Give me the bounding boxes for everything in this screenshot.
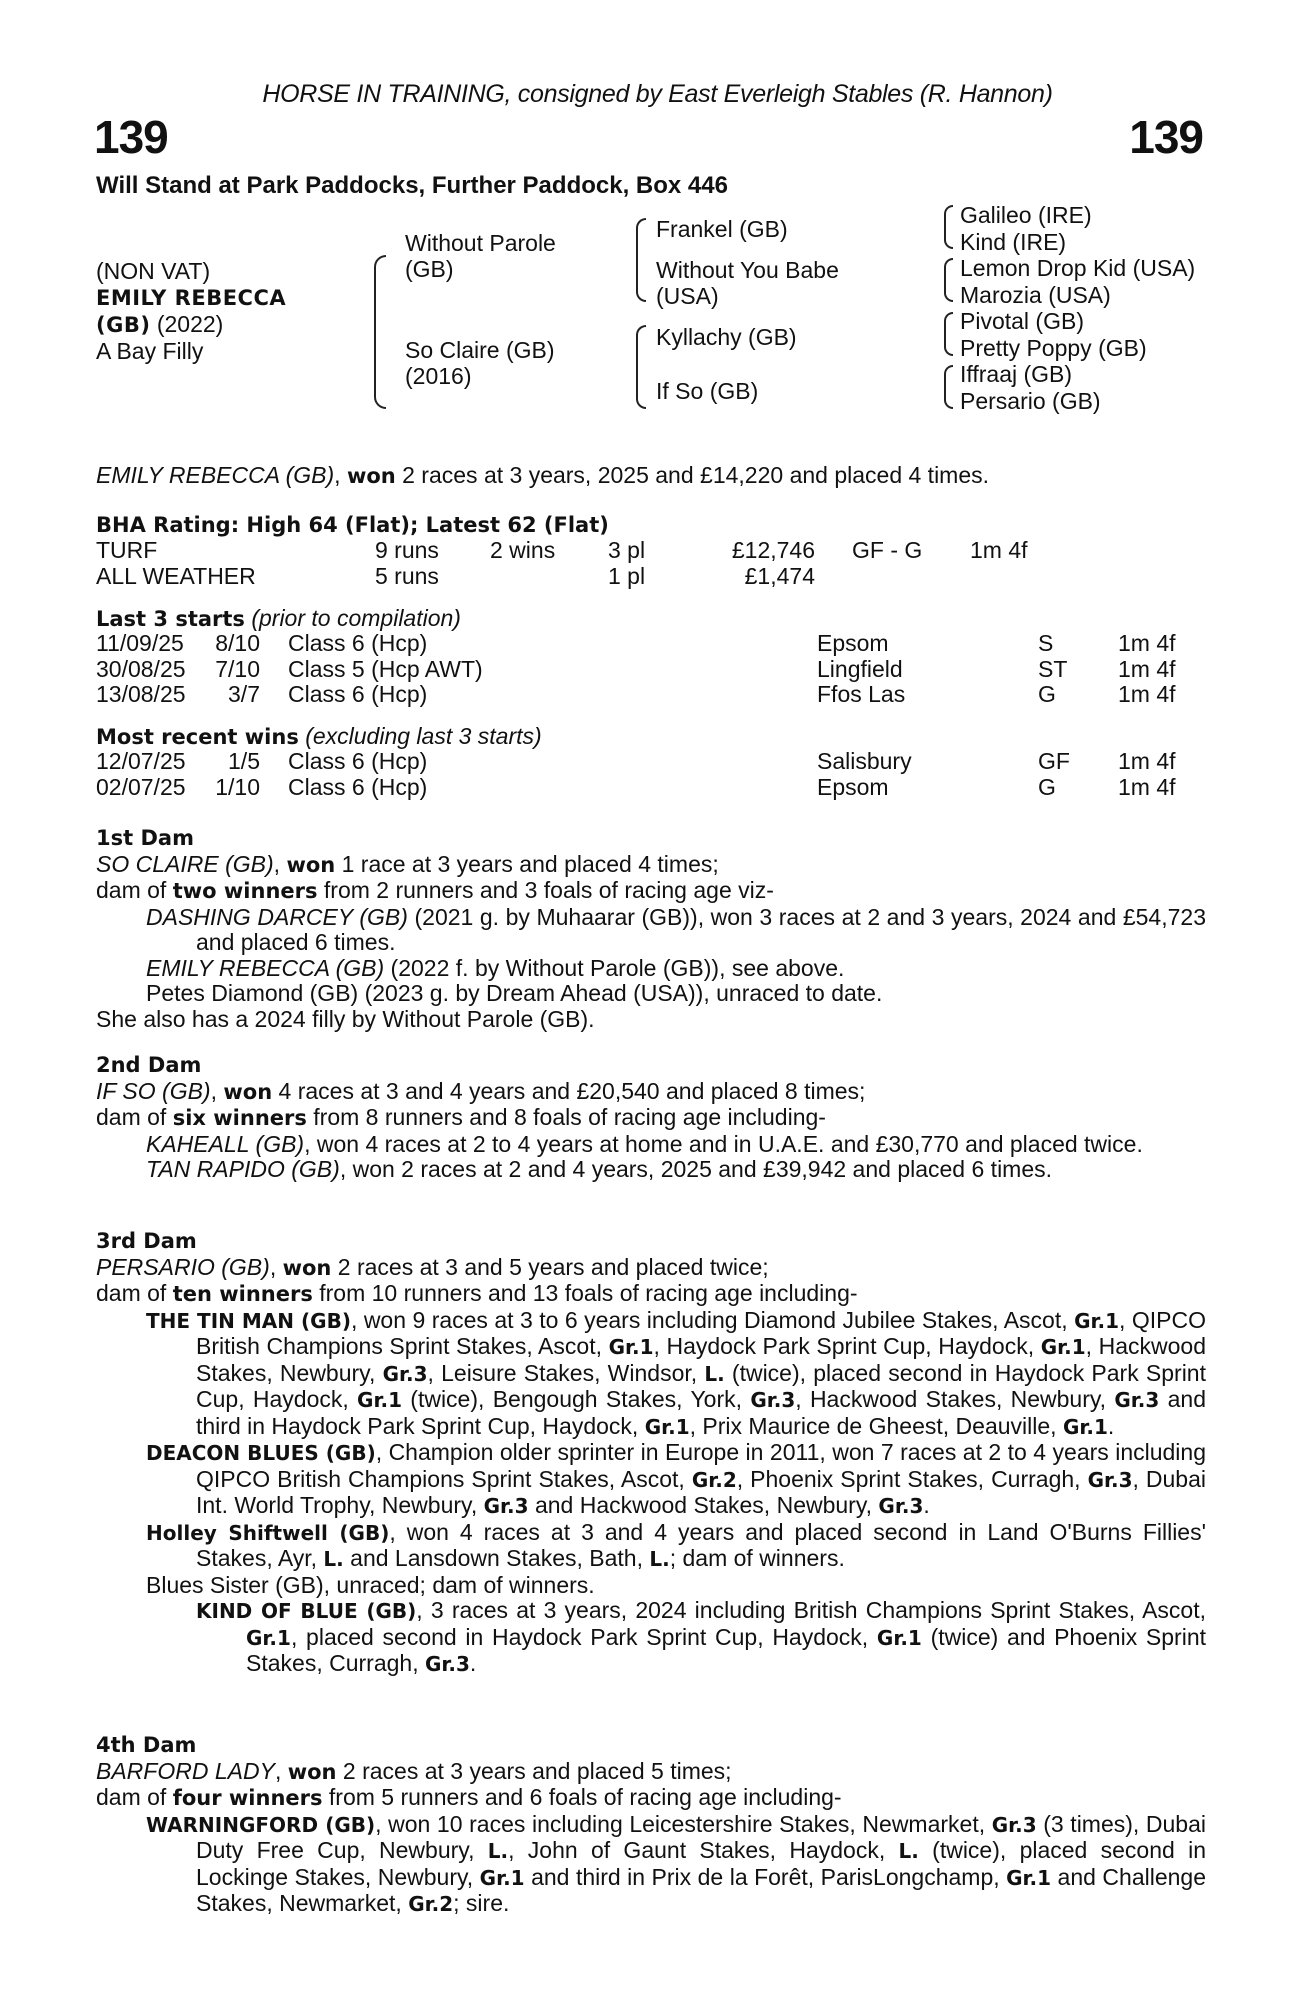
- pedigree-dam: [405, 337, 555, 389]
- text-span: Gr.1: [1040, 1335, 1086, 1359]
- pedigree-bracket-g3-3: [944, 312, 953, 356]
- text-span: (excluding last 3 starts): [305, 723, 542, 749]
- text-span: ; dam of winners.: [669, 1545, 845, 1571]
- text-span: (2022 f. by Without Parole (GB)), see above.: [384, 954, 845, 981]
- text-span: 1/10: [215, 774, 260, 800]
- text-span: Class 6 (Hcp): [288, 774, 428, 800]
- horse-year: (2022): [156, 311, 224, 337]
- text-span: £1,474: [744, 563, 815, 589]
- stand-location: Will Stand at Park Paddocks, Further Paddock, Box 446: [96, 172, 728, 199]
- text-span: from 10 runners and 13 foals of racing age including-: [312, 1280, 858, 1306]
- text-span: Gr.3: [991, 1812, 1037, 1837]
- text-span: 1m 4f: [970, 537, 1028, 563]
- text-span: from 2 runners and 3 foals of racing age viz-: [317, 877, 774, 903]
- text-span: Gr.2: [408, 1892, 454, 1916]
- last-starts-title: [96, 605, 461, 632]
- text-span: £12,746: [731, 537, 815, 563]
- text-span: Gr.3: [1114, 1388, 1160, 1412]
- text-span: THE TIN MAN (GB): [146, 1308, 351, 1333]
- text-span: 1m 4f: [1118, 748, 1176, 774]
- text-span: , won 4 races at 2 to 4 years at home and in U.A.E. and £30,770 and placed twice.: [304, 1130, 1143, 1157]
- offspring-entry: [146, 1157, 1206, 1183]
- pedigree-gen3-item: Pretty Poppy (GB): [960, 334, 1147, 361]
- text-span: DEACON BLUES (GB): [146, 1441, 376, 1465]
- text-span: won: [346, 464, 396, 488]
- text-span: 30/08/25: [96, 656, 186, 682]
- vat-status: (NON VAT): [96, 258, 211, 284]
- text-span: Epsom: [817, 630, 889, 656]
- pedigree-bracket-gen1: [374, 255, 386, 409]
- text-span: 3/7: [228, 681, 260, 707]
- pedigree-sire-sire: Frankel (GB): [656, 216, 788, 242]
- text-span: Gr.3: [878, 1494, 924, 1518]
- text-span: , Leisure Stakes, Windsor,: [427, 1359, 705, 1386]
- first-dam-section: 1st Dam SO CLAIRE (GB), won 1 race at 3 years and placed 4 times; dam of two winners from 2 runners and 3 foals of racing age viz- DASHING DARCEY (GB) (2021 g. by Muhaarar (GB)), won 3 races at 2 and 3 years, 2024 and £54,723 and placed 6 times. EMILY REBECCA (GB) (2022 f. by Without Parole (GB)), see above. Petes Diamond (GB) (2023 g. by Dream Ahead (USA)), unraced to date. She also has a 2024 filly by Without Parole (GB).: [96, 826, 1206, 1032]
- horse-identity: [96, 258, 286, 364]
- text-span: Epsom: [817, 774, 889, 800]
- text-span: and third in Haydock Park Sprint Cup, Haydock,: [196, 1386, 1206, 1439]
- text-span: 7/10: [215, 656, 260, 682]
- text-span: .: [923, 1492, 930, 1518]
- offspring-entry-blues-sister: Blues Sister (GB), unraced; dam of winners.: [146, 1571, 595, 1598]
- text-span: Gr.3: [483, 1494, 529, 1518]
- pedigree-bracket-g3-1: [944, 205, 953, 249]
- race-summary: EMILY REBECCA (GB), won 2 races at 3 years, 2025 and £14,220 and placed 4 times.: [96, 462, 990, 488]
- pedigree-gen3-item: Kind (IRE): [960, 228, 1067, 255]
- text-span: , won 4 races at 3 and 4 years and placed second in Land O'Burns Fillies' Stakes, Ayr,: [196, 1518, 1206, 1571]
- pedigree-gen3-item: Iffraaj (GB): [960, 361, 1073, 387]
- text-span: Class 6 (Hcp): [288, 630, 428, 656]
- text-span: Gr.3: [424, 1652, 470, 1676]
- text-span: (twice) and Phoenix Sprint Stakes, Curragh,: [246, 1623, 1206, 1676]
- text-span: (GB): [405, 256, 454, 282]
- text-span: S: [1038, 630, 1054, 656]
- text-span: won: [287, 1759, 337, 1784]
- text-span: , Phoenix Sprint Stakes, Curragh,: [736, 1465, 1088, 1492]
- text-span: L.: [649, 1547, 670, 1571]
- text-span: (prior to compilation): [251, 605, 461, 631]
- lot-number-left: 139: [94, 111, 168, 163]
- section-title: 4th Dam: [96, 1733, 197, 1757]
- text-span: G: [1038, 681, 1056, 707]
- text-span: (twice), placed second in Haydock Park Sprint Cup, Haydock,: [196, 1359, 1206, 1412]
- text-span: Without Parole: [405, 230, 556, 256]
- text-span: , Hackwood Stakes, Newbury,: [196, 1333, 1206, 1386]
- fourth-dam-section: 4th Dam BARFORD LADY, won 2 races at 3 years and placed 5 times; dam of four winners from 5 runners and 6 foals of racing age including- WARNINGFORD (GB), won 10 races including Leicestershire Stakes, Newmarket, Gr.3 (3 times), Dubai Duty Free Cup, Newbury, L., John of Gaunt Stakes, Haydock, L. (twice), placed second in Lockinge Stakes, Newbury, Gr.1 and third in Prix de la Forêt, ParisLongchamp, Gr.1 and Challenge Stakes, Newmarket, Gr.2; sire.: [96, 1733, 1206, 1916]
- text-span: 1m 4f: [1118, 774, 1176, 800]
- text-span: two winners: [172, 879, 318, 903]
- pedigree-bracket-sire: [636, 218, 646, 302]
- text-span: GF - G: [852, 537, 923, 563]
- text-span: , Dubai Int. World Trophy, Newbury,: [196, 1465, 1207, 1518]
- text-span: dam of: [96, 877, 173, 903]
- text-span: , Hackwood Stakes, Newbury,: [795, 1386, 1115, 1412]
- pedigree-gen3-item: Pivotal (GB): [960, 308, 1084, 334]
- text-span: 2 races at 3 years, 2025 and £14,220 and placed 4 times.: [395, 462, 990, 488]
- text-span: Class 6 (Hcp): [288, 681, 428, 707]
- text-span: Gr.1: [1062, 1414, 1108, 1439]
- text-span: , QIPCO British Champions Sprint Stakes, Ascot,: [196, 1306, 1206, 1359]
- text-span: Most recent wins: [96, 725, 299, 749]
- text-span: Salisbury: [817, 748, 912, 774]
- text-span: Gr.1: [876, 1625, 922, 1650]
- text-span: Petes Diamond (GB) (2023 g. by Dream Ahead (USA)), unraced to date.: [146, 980, 883, 1006]
- text-span: 2 races at 3 and 5 years and placed twice;: [331, 1253, 769, 1280]
- section-title: 3rd Dam: [96, 1229, 197, 1253]
- offspring-entry-warningford: [146, 1812, 1206, 1918]
- bha-rating-title: BHA Rating: High 64 (Flat); Latest 62 (Flat): [96, 513, 609, 537]
- text-span: Ffos Las: [817, 681, 906, 707]
- text-span: (3 times), Dubai Duty Free Cup, Newbury,: [196, 1810, 1206, 1863]
- text-span: So Claire (GB): [405, 337, 555, 363]
- text-span: , Champion older sprinter in Europe in 2011, won 7 races at 2 to 4 years including QIPCO British Champions Sprint Stakes, Ascot,: [196, 1439, 1207, 1492]
- horse-country: (GB): [96, 313, 151, 337]
- text-span: TAN RAPIDO (GB): [146, 1156, 340, 1182]
- text-span: , won 10 races including Leicestershire Stakes, Newmarket,: [375, 1810, 992, 1837]
- text-span: ; sire.: [453, 1890, 510, 1916]
- text-span: and Lansdown Stakes, Bath,: [343, 1545, 650, 1571]
- text-span: KAHEALL (GB): [146, 1130, 305, 1157]
- text-span: Holley Shiftwell (GB): [146, 1520, 390, 1545]
- text-span: 1/5: [228, 748, 260, 774]
- text-span: 1m 4f: [1118, 656, 1176, 682]
- text-span: , won 9 races at 3 to 6 years including Diamond Jubilee Stakes, Ascot,: [350, 1306, 1075, 1333]
- text-span: (2016): [405, 363, 472, 389]
- pedigree-gen3-item: Marozia (USA): [960, 281, 1111, 308]
- text-span: 4 races at 3 and 4 years and £20,540 and placed 8 times;: [272, 1077, 866, 1104]
- text-span: , 3 races at 3 years, 2024 including British Champions Sprint Stakes, Ascot,: [416, 1597, 1206, 1623]
- text-span: 12/07/25: [96, 748, 186, 774]
- text-span: ALL WEATHER: [96, 563, 256, 589]
- text-span: 1m 4f: [1118, 681, 1176, 707]
- text-span: L.: [487, 1839, 509, 1863]
- second-dam-section: 2nd Dam IF SO (GB), won 4 races at 3 and 4 years and £20,540 and placed 8 times; dam of six winners from 8 runners and 8 foals of racing age including- KAHEALL (GB), won 4 races at 2 to 4 years at home and in U.A.E. and £30,770 and placed twice. TAN RAPIDO (GB), won 2 races at 2 and 4 years, 2025 and £39,942 and placed 6 times.: [96, 1053, 1206, 1183]
- text-span: and Challenge Stakes, Newmarket,: [196, 1863, 1206, 1916]
- text-span: (USA): [656, 283, 719, 309]
- text-span: PERSARIO (GB): [96, 1253, 270, 1280]
- text-span: , placed second in Haydock Park Sprint Cup, Haydock,: [290, 1623, 877, 1650]
- pedigree-sire: [405, 230, 556, 282]
- text-span: from 8 runners and 8 foals of racing age including-: [306, 1104, 826, 1130]
- text-span: Gr.3: [382, 1361, 428, 1386]
- consignor-line: HORSE IN TRAINING, consigned by East Everleigh Stables (R. Hannon): [262, 80, 1053, 108]
- text-span: Gr.1: [608, 1335, 654, 1359]
- text-span: Gr.1: [357, 1388, 402, 1412]
- pedigree-bracket-g3-2: [944, 258, 953, 302]
- pedigree-gen3-item: Lemon Drop Kid (USA): [960, 255, 1196, 281]
- offspring-entry: [146, 981, 1206, 1007]
- text-span: KIND OF BLUE (GB): [196, 1599, 417, 1623]
- pedigree-gen3: [960, 202, 1195, 414]
- text-span: TURF: [96, 537, 158, 563]
- text-span: GF: [1038, 748, 1070, 774]
- text-span: four winners: [172, 1786, 323, 1810]
- text-span: L.: [704, 1361, 725, 1386]
- text-span: Gr.3: [1087, 1467, 1133, 1492]
- text-span: 13/08/25: [96, 681, 186, 707]
- text-span: G: [1038, 774, 1056, 800]
- text-span: 1 pl: [608, 563, 646, 589]
- text-span: Lingfield: [817, 656, 903, 682]
- pedigree-dam-dam: If So (GB): [656, 378, 759, 404]
- text-span: 2 wins: [490, 537, 556, 563]
- text-span: L.: [898, 1839, 919, 1863]
- text-span: won: [282, 1255, 332, 1280]
- offspring-entry-kind-of-blue: [196, 1598, 1206, 1678]
- text-span: 8/10: [215, 630, 260, 656]
- text-span: Without You Babe: [656, 257, 839, 283]
- text-span: 11/09/25: [96, 630, 184, 656]
- text-span: won: [223, 1079, 273, 1104]
- text-span: , Prix Maurice de Gheest, Deauville,: [689, 1412, 1063, 1439]
- offspring-entry: [146, 1132, 1206, 1158]
- text-span: IF SO (GB): [96, 1077, 211, 1104]
- text-span: Gr.1: [1074, 1308, 1120, 1333]
- text-span: won: [286, 852, 336, 877]
- text-span: , won 2 races at 2 and 4 years, 2025 and £39,942 and placed 6 times.: [339, 1156, 1053, 1182]
- text-span: dam of: [96, 1280, 173, 1306]
- pedigree-sire-dam: [656, 257, 839, 309]
- third-dam-section: 3rd Dam PERSARIO (GB), won 2 races at 3 and 5 years and placed twice; dam of ten winners from 10 runners and 13 foals of racing age including- THE TIN MAN (GB), won 9 races at 3 to 6 years including Diamond Jubilee Stakes, Ascot, Gr.1, QIPCO British Champions Sprint Stakes, Ascot, Gr.1, Haydock Park Sprint Cup, Haydock, Gr.1, Hackwood Stakes, Newbury, Gr.3, Leisure Stakes, Windsor, L. (twice), placed second in Haydock Park Sprint Cup, Haydock, Gr.1 (twice), Bengough Stakes, York, Gr.3, Hackwood Stakes, Newbury, Gr.3 and third in Haydock Park Sprint Cup, Haydock, Gr.1, Prix Maurice de Gheest, Deauville, Gr.1. DEACON BLUES (GB), Champion older sprinter in Europe in 2011, won 7 races at 2 to 4 years including QIPCO British Champions Sprint Stakes, Ascot, Gr.2, Phoenix Sprint Stakes, Curragh, Gr.3, Dubai Int. World Trophy, Newbury, Gr.3 and Hackwood Stakes, Newbury, Gr.3. Holley Shiftwell (GB), won 4 races at 3 and 4 years and placed second in Land O'Burns Fillies' Stakes, Ayr, L. and Lansdown Stakes, Bath, L.; dam of winners. Blues Sister (GB), unraced; dam of winners. KIND OF BLUE (GB), 3 races at 3 years, 2024 including British Champions Sprint Stakes, Ascot, Gr.1, placed second in Haydock Park Sprint Cup, Haydock, Gr.1 (twice) and Phoenix Sprint Stakes, Curragh, Gr.3.: [96, 1229, 1207, 1676]
- horse-name: EMILY REBECCA: [96, 286, 287, 310]
- text-span: ten winners: [172, 1282, 313, 1306]
- text-span: 02/07/25: [96, 774, 186, 800]
- recent-wins-title: [96, 723, 542, 750]
- text-span: Gr.2: [691, 1467, 737, 1492]
- pedigree-gen3-item: Persario (GB): [960, 387, 1101, 414]
- text-span: Gr.1: [479, 1865, 525, 1890]
- text-span: dam of: [96, 1784, 173, 1810]
- text-span: 3 pl: [608, 537, 646, 563]
- offspring-entry: [146, 956, 1206, 982]
- horse-description: A Bay Filly: [96, 338, 204, 364]
- text-span: EMILY REBECCA (GB): [146, 954, 385, 981]
- text-span: ST: [1038, 656, 1068, 682]
- text-span: 2 races at 3 years and placed 5 times;: [336, 1757, 732, 1784]
- text-span: Class 5 (Hcp AWT): [288, 656, 483, 682]
- text-span: Last 3 starts: [96, 607, 245, 631]
- text-span: .: [469, 1650, 477, 1676]
- text-span: dam of: [96, 1104, 173, 1130]
- text-span: DASHING DARCEY (GB): [146, 903, 408, 930]
- text-span: L.: [323, 1547, 344, 1571]
- text-span: , John of Gaunt Stakes, Haydock,: [508, 1837, 899, 1863]
- text-span: Gr.1: [1006, 1865, 1052, 1890]
- text-span: Gr.3: [750, 1388, 796, 1412]
- text-span: and Hackwood Stakes, Newbury,: [528, 1492, 879, 1518]
- text-span: Class 6 (Hcp): [288, 748, 428, 774]
- text-span: from 5 runners and 6 foals of racing age including-: [322, 1784, 842, 1810]
- text-span: 1 race at 3 years and placed 4 times;: [335, 850, 719, 877]
- dam-note: She also has a 2024 filly by Without Parole (GB).: [96, 1005, 595, 1032]
- text-span: six winners: [172, 1106, 307, 1130]
- text-span: (twice), placed second in Lockinge Stakes, Newbury,: [196, 1837, 1206, 1890]
- text-span: .: [1107, 1412, 1115, 1439]
- text-span: EMILY REBECCA (GB): [96, 462, 335, 488]
- pedigree-dam-sire: Kyllachy (GB): [656, 324, 797, 350]
- text-span: 1m 4f: [1118, 630, 1176, 656]
- pedigree-gen3-item: Galileo (IRE): [960, 202, 1092, 228]
- text-span: , Haydock Park Sprint Cup, Haydock,: [653, 1333, 1041, 1359]
- offspring-entry-the-tin-man: [146, 1308, 1206, 1441]
- text-span: WARNINGFORD (GB): [146, 1812, 376, 1837]
- pedigree-bracket-g3-4: [944, 365, 953, 409]
- text-span: SO CLAIRE (GB): [96, 850, 274, 877]
- text-span: Gr.1: [644, 1414, 690, 1439]
- offspring-entry-holley-shiftwell: [146, 1520, 1206, 1573]
- text-span: and third in Prix de la Forêt, ParisLongchamp,: [524, 1863, 1007, 1890]
- offspring-entry: [146, 905, 1206, 956]
- section-title: 1st Dam: [96, 826, 194, 850]
- text-span: 9 runs: [375, 537, 439, 563]
- text-span: 5 runs: [375, 563, 439, 589]
- text-span: (2021 g. by Muhaarar (GB)), won 3 races at 2 and 3 years, 2024 and £54,723 and placed 6 times.: [196, 903, 1206, 955]
- text-span: Gr.1: [246, 1625, 291, 1650]
- section-title: 2nd Dam: [96, 1053, 202, 1077]
- text-span: BARFORD LADY: [96, 1757, 275, 1784]
- offspring-entry-deacon-blues: [146, 1440, 1206, 1520]
- pedigree-bracket-dam: [636, 325, 646, 409]
- lot-number-right: 139: [1129, 111, 1203, 163]
- text-span: (twice), Bengough Stakes, York,: [402, 1386, 751, 1412]
